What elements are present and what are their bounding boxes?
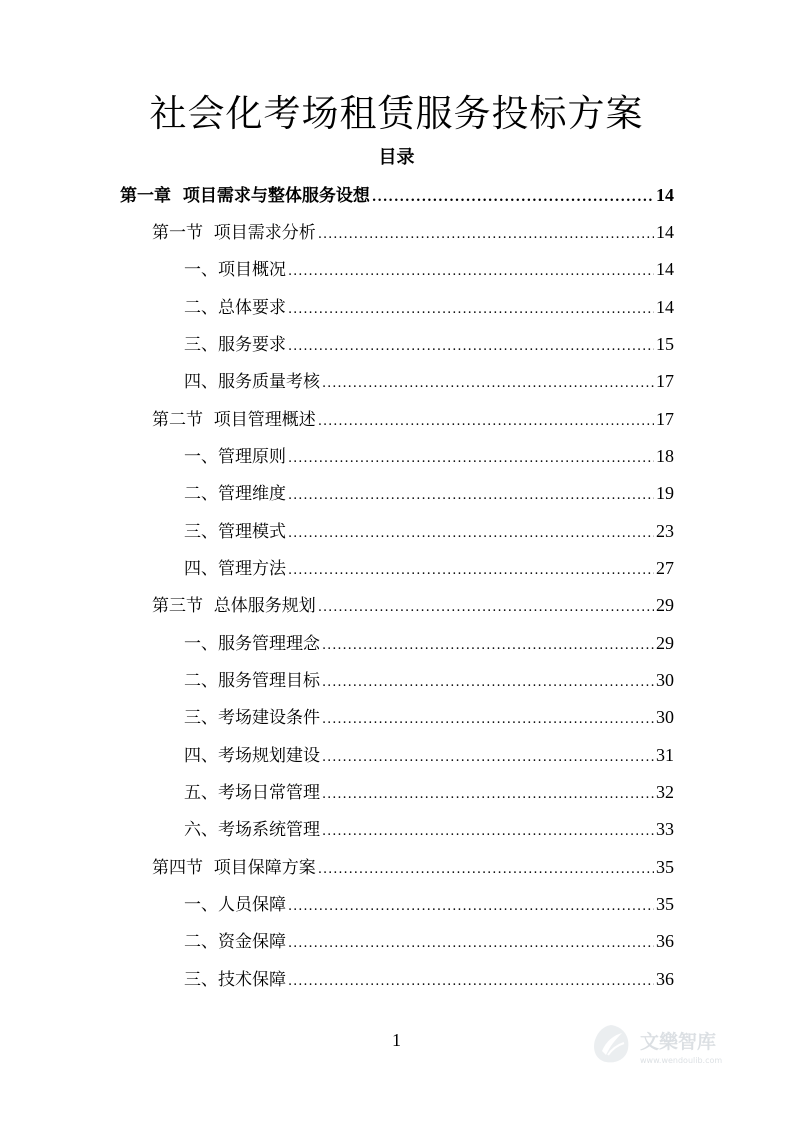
- toc-entry-label: 二、服务管理目标: [184, 671, 320, 691]
- toc-entry[interactable]: [184, 811, 674, 847]
- leaf-logo-icon: [588, 1021, 634, 1071]
- page-number: 1: [392, 1030, 401, 1050]
- toc-leader-dots: [372, 180, 654, 216]
- toc-entry-label: 第一节 项目需求分析: [152, 223, 316, 243]
- toc-entry-page: 23: [656, 521, 674, 541]
- toc-entry-page: 17: [656, 409, 674, 429]
- toc-entry-label: 四、管理方法: [184, 559, 286, 579]
- toc-leader-dots: [322, 366, 654, 402]
- toc-entry[interactable]: [184, 737, 674, 773]
- toc-entry-page: 35: [656, 857, 674, 877]
- toc-leader-dots: [318, 404, 654, 440]
- toc-entry-label: 第三节 总体服务规划: [152, 596, 316, 616]
- toc-entry-label: 三、服务要求: [184, 335, 286, 355]
- toc-entry-label: 四、服务质量考核: [184, 372, 320, 392]
- toc-leader-dots: [288, 478, 654, 514]
- toc-leader-dots: [322, 777, 654, 813]
- toc-leader-dots: [288, 516, 654, 552]
- watermark: [588, 1016, 748, 1076]
- toc-leader-dots: [322, 740, 654, 776]
- toc-entry-page: 14: [656, 185, 674, 205]
- toc-entry-page: 30: [656, 707, 674, 727]
- toc-heading: 目录: [378, 147, 415, 168]
- toc-entry-label: 第一章 项目需求与整体服务设想: [120, 186, 370, 206]
- toc-entry-label: 一、服务管理理念: [184, 634, 320, 654]
- toc-entry-label: 三、管理模式: [184, 522, 286, 542]
- toc-entry-page: 32: [656, 782, 674, 802]
- toc-entry[interactable]: [184, 662, 674, 698]
- toc-entry-label: 三、考场建设条件: [184, 708, 320, 728]
- toc-entry-page: 15: [656, 334, 674, 354]
- page-title: 社会化考场租赁服务投标方案: [149, 92, 644, 135]
- toc-entry-page: 33: [656, 819, 674, 839]
- toc-entry-label: 一、管理原则: [184, 447, 286, 467]
- toc-entry-page: 35: [656, 894, 674, 914]
- toc-entry[interactable]: [184, 550, 674, 586]
- toc-entry[interactable]: [152, 849, 674, 885]
- toc-entry-label: 二、总体要求: [184, 298, 286, 318]
- toc-entry-label: 二、管理维度: [184, 484, 286, 504]
- toc-entry-label: 四、考场规划建设: [184, 746, 320, 766]
- toc-entry[interactable]: [184, 251, 674, 287]
- toc-leader-dots: [288, 254, 654, 290]
- toc-entry[interactable]: [184, 326, 674, 362]
- toc-leader-dots: [288, 889, 654, 925]
- toc-entry[interactable]: [184, 438, 674, 474]
- toc-entry-page: 18: [656, 446, 674, 466]
- toc-entry[interactable]: [152, 401, 674, 437]
- toc-leader-dots: [322, 702, 654, 738]
- watermark-url: www.wendoulib.com: [640, 1056, 723, 1065]
- toc-leader-dots: [322, 628, 654, 664]
- toc-entry[interactable]: [184, 625, 674, 661]
- toc-entry[interactable]: [184, 923, 674, 959]
- toc-entry[interactable]: [184, 774, 674, 810]
- toc-leader-dots: [318, 590, 654, 626]
- toc-leader-dots: [288, 964, 654, 1000]
- toc-leader-dots: [322, 665, 654, 701]
- toc-entry-label: 二、资金保障: [184, 932, 286, 952]
- toc-entry[interactable]: [184, 699, 674, 735]
- toc-entry-page: 14: [656, 297, 674, 317]
- toc-entry[interactable]: [152, 587, 674, 623]
- toc-leader-dots: [288, 926, 654, 962]
- toc-entry[interactable]: [152, 214, 674, 250]
- toc-entry-label: 第二节 项目管理概述: [152, 410, 316, 430]
- toc-leader-dots: [288, 553, 654, 589]
- toc-leader-dots: [288, 441, 654, 477]
- toc-entry[interactable]: [184, 513, 674, 549]
- toc-entry-page: 14: [656, 259, 674, 279]
- toc-entry-page: 31: [656, 745, 674, 765]
- toc-entry-label: 第四节 项目保障方案: [152, 858, 316, 878]
- toc-leader-dots: [318, 852, 654, 888]
- toc-entry-page: 19: [656, 483, 674, 503]
- toc-entry[interactable]: [184, 475, 674, 511]
- watermark-name: 文樂智库: [640, 1031, 717, 1053]
- toc-entry[interactable]: [184, 289, 674, 325]
- toc-leader-dots: [288, 292, 654, 328]
- toc-entry-page: 14: [656, 222, 674, 242]
- toc-entry-label: 五、考场日常管理: [184, 783, 320, 803]
- toc-entry-label: 三、技术保障: [184, 970, 286, 990]
- toc-entry-page: 29: [656, 633, 674, 653]
- toc-entry-page: 27: [656, 558, 674, 578]
- toc-entry-page: 36: [656, 931, 674, 951]
- toc-leader-dots: [288, 329, 654, 365]
- toc-entry[interactable]: [184, 886, 674, 922]
- toc-entry-label: 六、考场系统管理: [184, 820, 320, 840]
- toc-entry-page: 36: [656, 969, 674, 989]
- toc-leader-dots: [318, 217, 654, 253]
- toc-leader-dots: [322, 814, 654, 850]
- toc-entry[interactable]: [184, 961, 674, 997]
- toc-entry-label: 一、人员保障: [184, 895, 286, 915]
- toc-entry-label: 一、项目概况: [184, 260, 286, 280]
- toc-entry[interactable]: [120, 177, 674, 213]
- toc-entry-page: 30: [656, 670, 674, 690]
- toc-entry-page: 17: [656, 371, 674, 391]
- toc-entry[interactable]: [184, 363, 674, 399]
- toc-entry-page: 29: [656, 595, 674, 615]
